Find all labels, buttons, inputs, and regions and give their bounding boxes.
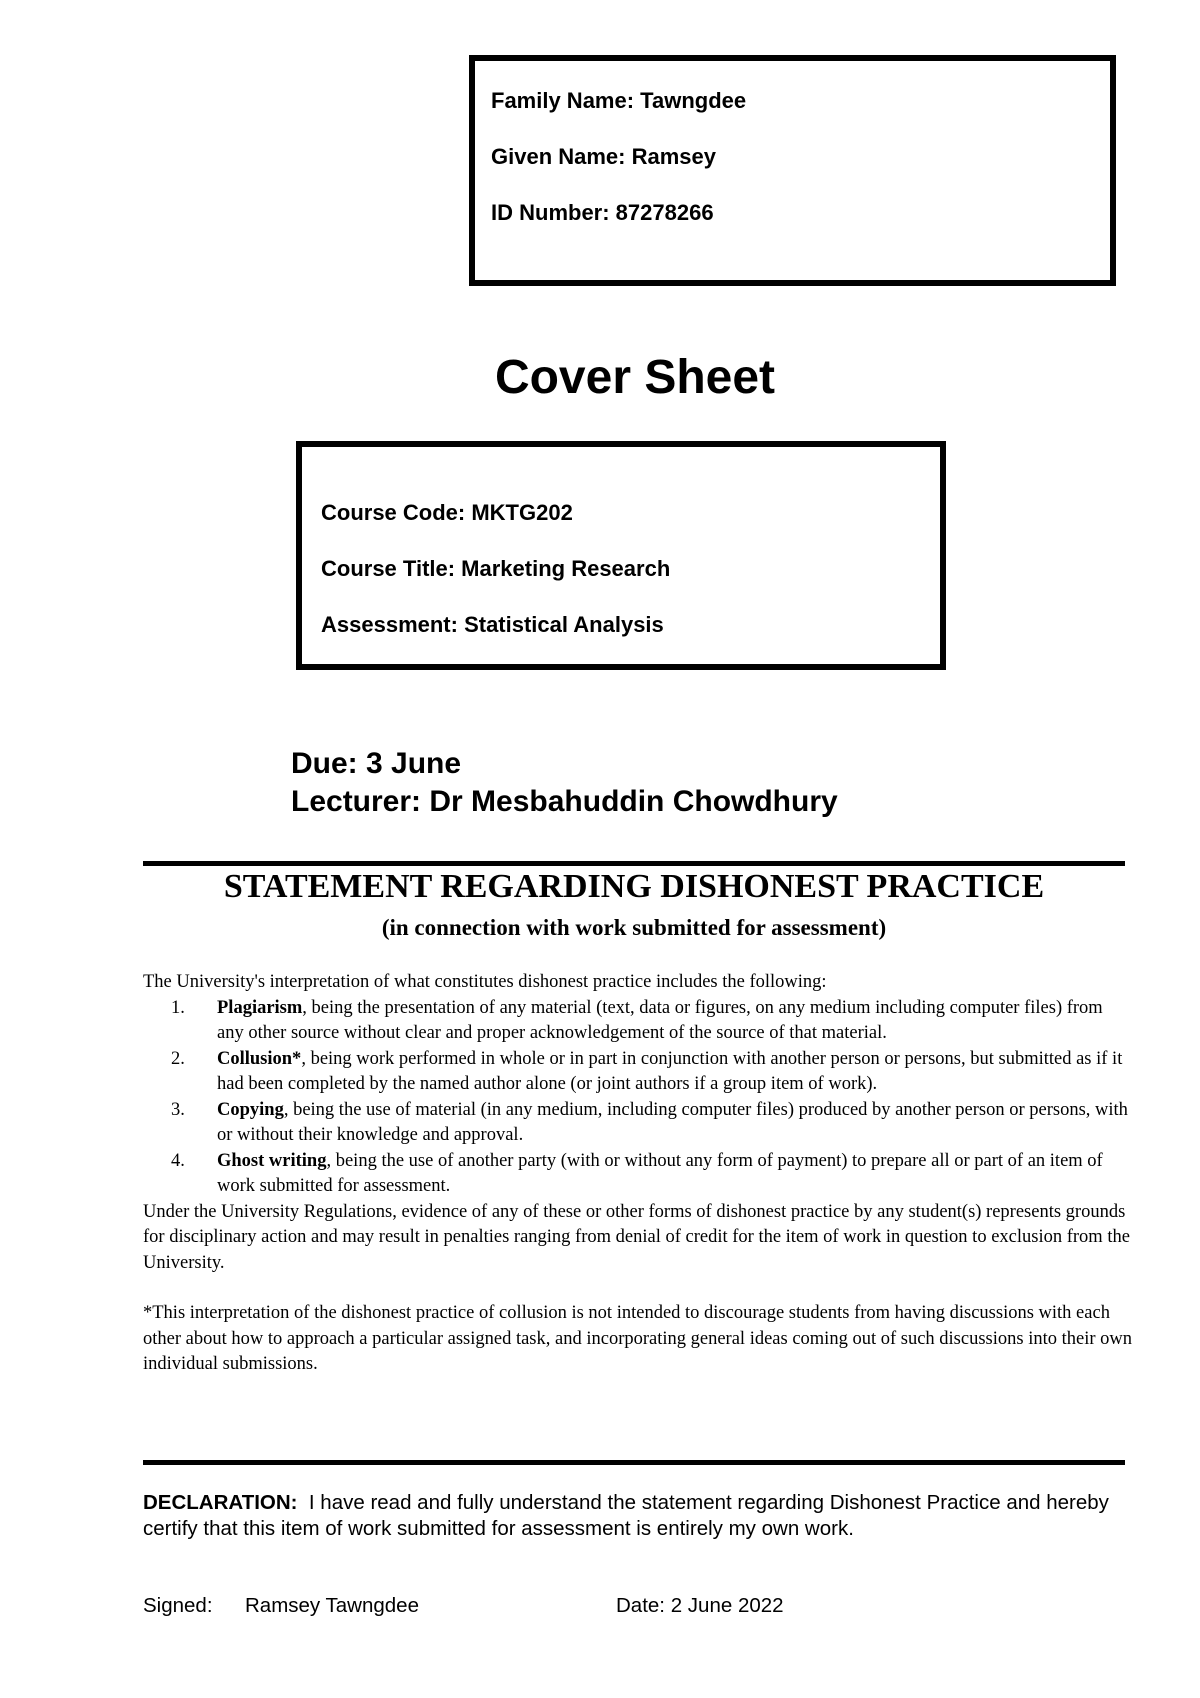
lecturer-name: Lecturer: Dr Mesbahuddin Chowdhury bbox=[291, 785, 838, 818]
course-code: Course Code: MKTG202 bbox=[321, 500, 573, 525]
practices-list bbox=[143, 996, 1133, 1200]
list-item-text: , being the use of another party (with or without any form of payment) to prepare all or part of an item of work submitted for assessment. bbox=[217, 1150, 1103, 1196]
list-item-number: 4. bbox=[171, 1150, 185, 1171]
declaration-label: DECLARATION: bbox=[143, 1491, 298, 1514]
due-date: Due: 3 June bbox=[291, 747, 462, 780]
bottom-divider bbox=[143, 1460, 1125, 1465]
list-item-number: 2. bbox=[171, 1048, 185, 1069]
list-item-term: Copying bbox=[217, 1099, 284, 1120]
signed-name: Ramsey Tawngdee bbox=[245, 1594, 419, 1617]
list-item-term: Plagiarism bbox=[217, 997, 303, 1018]
page-title: Cover Sheet bbox=[494, 351, 776, 404]
list-item-text: , being the use of material (in any medium, including computer files) produced by another person or persons, with or without their knowledge and approval. bbox=[217, 1099, 1128, 1145]
declaration bbox=[143, 1490, 1138, 1542]
student-details-box bbox=[469, 55, 1116, 286]
list-item bbox=[143, 1098, 1133, 1149]
list-item-term: Ghost writing bbox=[217, 1150, 327, 1171]
list-item bbox=[143, 1149, 1133, 1200]
list-item-term: Collusion* bbox=[217, 1048, 302, 1069]
collusion-footnote: *This interpretation of the dishonest practice of collusion is not intended to discourage students from having discussions with each other about how to approach a particular assigned task, and incorporating general ideas coming out of such discussions into their own individual submissions. bbox=[143, 1303, 1132, 1374]
statement-heading: STATEMENT REGARDING DISHONEST PRACTICE bbox=[223, 868, 1045, 905]
signed-label: Signed: bbox=[143, 1594, 213, 1617]
due-lecturer-block bbox=[291, 745, 838, 821]
declaration-text: I have read and fully understand the statement regarding Dishonest Practice and hereby certify that this item of work submitted for assessment is entirely my own work. bbox=[143, 1491, 1109, 1540]
regulations-paragraph: Under the University Regulations, evidence of any of these or other forms of dishonest practice by any student(s) represents grounds for disciplinary action and may result in penalties ranging from denial of credit for the item of work in question to exclusion from the University. bbox=[143, 1201, 1130, 1273]
list-item bbox=[143, 996, 1133, 1047]
top-divider bbox=[143, 861, 1125, 866]
signature-date: Date: 2 June 2022 bbox=[616, 1594, 784, 1617]
list-item-text: , being the presentation of any material (text, data or figures, on any medium including computer files) from any other source without clear and proper acknowledgement of the source of that material. bbox=[217, 997, 1103, 1043]
given-name: Given Name: Ramsey bbox=[491, 144, 716, 169]
course-details-box bbox=[296, 441, 946, 670]
list-item bbox=[143, 1047, 1133, 1098]
list-item-text: , being work performed in whole or in part in conjunction with another person or persons, but submitted as if it had been completed by the named author alone (or joint authors if a group item of work). bbox=[217, 1048, 1123, 1094]
family-name: Family Name: Tawngdee bbox=[491, 88, 747, 113]
list-item-number: 3. bbox=[171, 1099, 185, 1120]
statement-body bbox=[143, 970, 1133, 1378]
statement-subheading: (in connection with work submitted for assessment) bbox=[381, 915, 887, 940]
assessment-name: Assessment: Statistical Analysis bbox=[321, 612, 664, 637]
statement-intro: The University's interpretation of what constitutes dishonest practice includes the following: bbox=[143, 972, 827, 992]
list-item-number: 1. bbox=[171, 997, 185, 1018]
id-number: ID Number: 87278266 bbox=[491, 200, 714, 225]
course-title: Course Title: Marketing Research bbox=[321, 556, 671, 581]
